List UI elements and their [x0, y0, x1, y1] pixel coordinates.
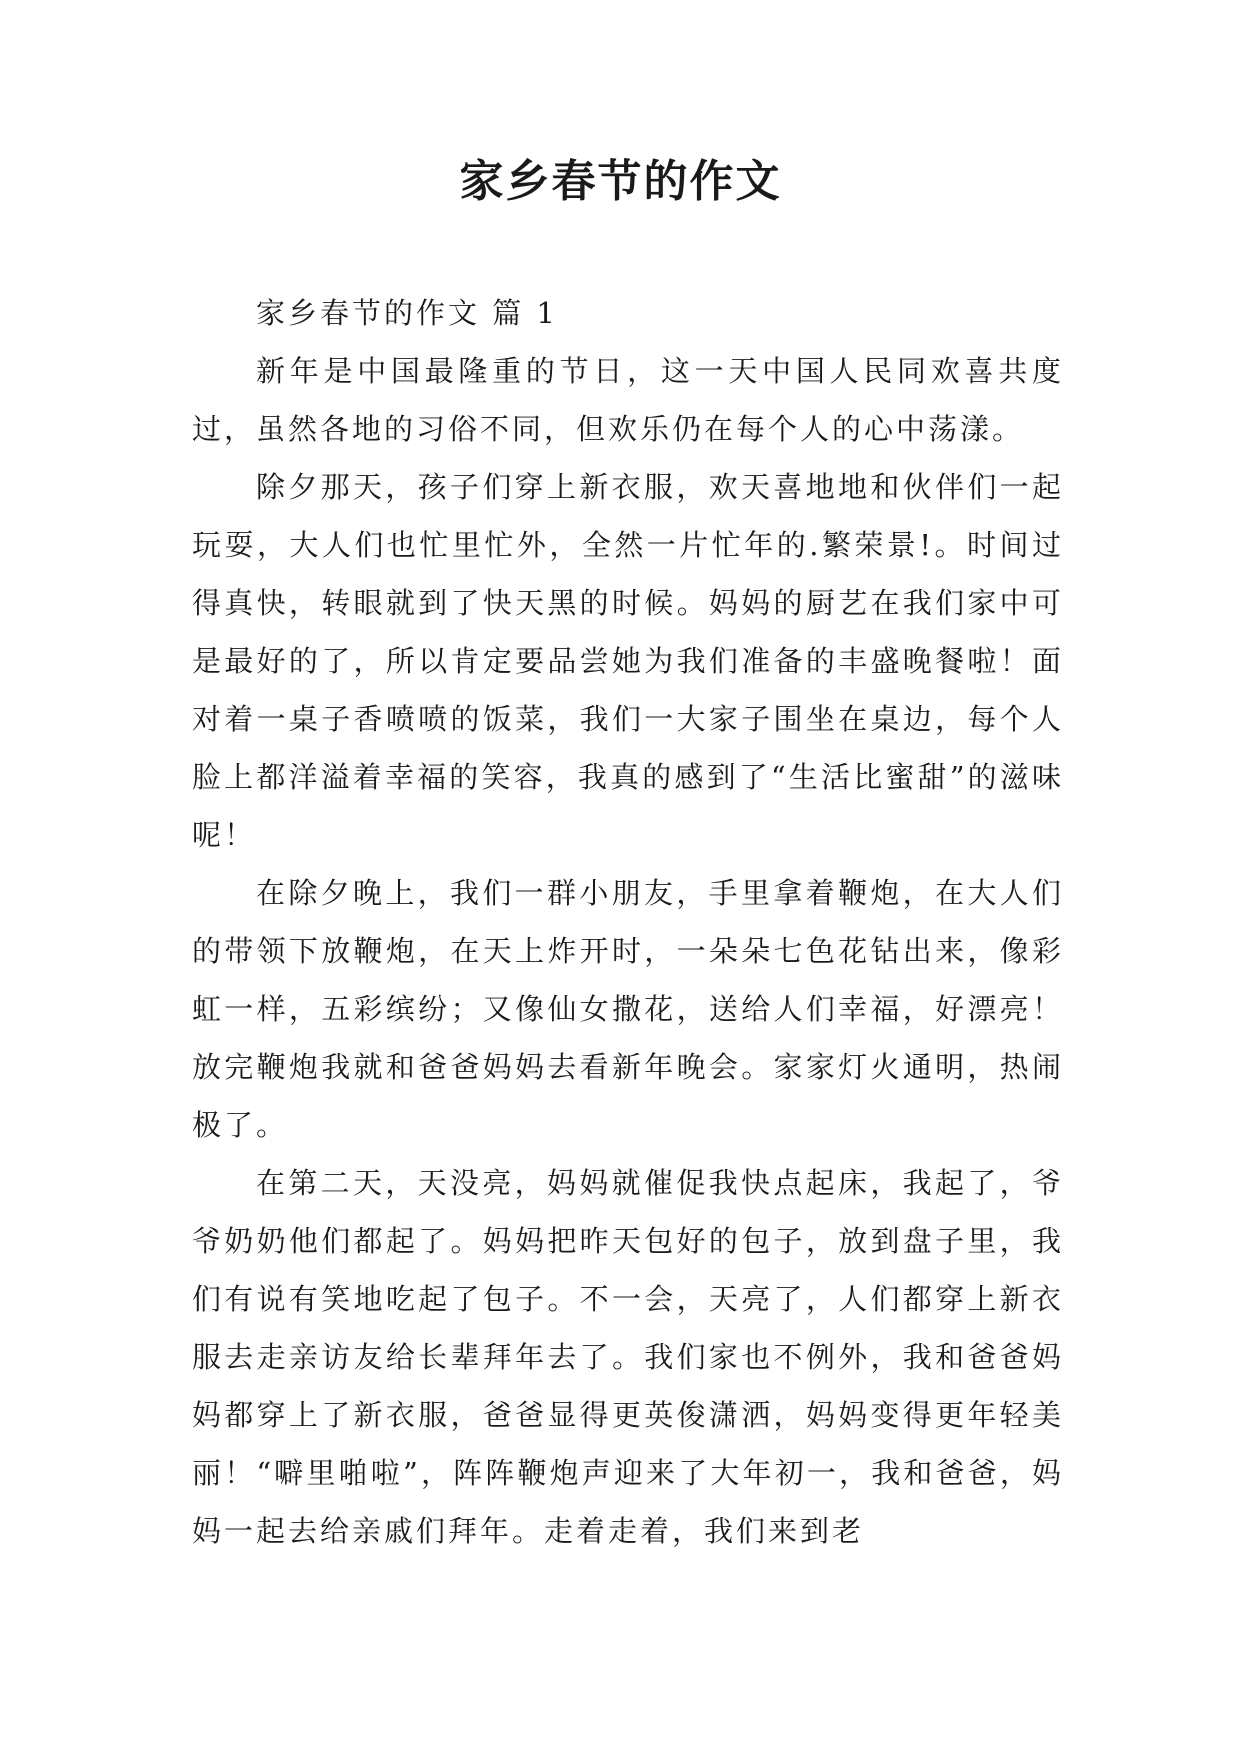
paragraph-1: 新年是中国最隆重的节日，这一天中国人民同欢喜共度过，虽然各地的习俗不同，但欢乐仍在每个人的心中荡漾。 — [192, 354, 1064, 446]
paragraph-2: 除夕那天，孩子们穿上新衣服，欢天喜地地和伙伴们一起玩耍，大人们也忙里忙外，全然一片忙年的.繁荣景!。时间过得真快，转眼就到了快天黑的时候。妈妈的厨艺在我们家中可是最好的了，所以肯定要品尝她为我们准备的丰盛晚餐啦！面对着一桌子香喷喷的饭菜，我们一大家子围坐在桌边，每个人脸上都洋溢着幸福的笑容，我真的感到了“生活比蜜甜”的滋味呢！ — [192, 470, 1064, 852]
document-body — [192, 284, 1064, 1560]
document-title: 家乡春节的作文 — [459, 156, 782, 207]
paragraph-4: 在第二天，天没亮，妈妈就催促我快点起床，我起了，爷爷奶奶他们都起了。妈妈把昨天包好的包子，放到盘子里，我们有说有笑地吃起了包子。不一会，天亮了，人们都穿上新衣服去走亲访友给长辈拜年去了。我们家也不例外，我和爸爸妈妈都穿上了新衣服，爸爸显得更英俊潇洒，妈妈变得更年轻美丽！“噼里啪啦”，阵阵鞭炮声迎来了大年初一，我和爸爸，妈妈一起去给亲戚们拜年。走着走着，我们来到老 — [192, 1166, 1064, 1548]
paragraph-3: 在除夕晚上，我们一群小朋友，手里拿着鞭炮，在大人们的带领下放鞭炮，在天上炸开时，一朵朵七色花钻出来，像彩虹一样，五彩缤纷；又像仙女撒花，送给人们幸福，好漂亮！放完鞭炮我就和爸爸妈妈去看新年晚会。家家灯火通明，热闹极了。 — [192, 876, 1064, 1142]
section-heading: 家乡春节的作文 篇 1 — [256, 296, 558, 330]
